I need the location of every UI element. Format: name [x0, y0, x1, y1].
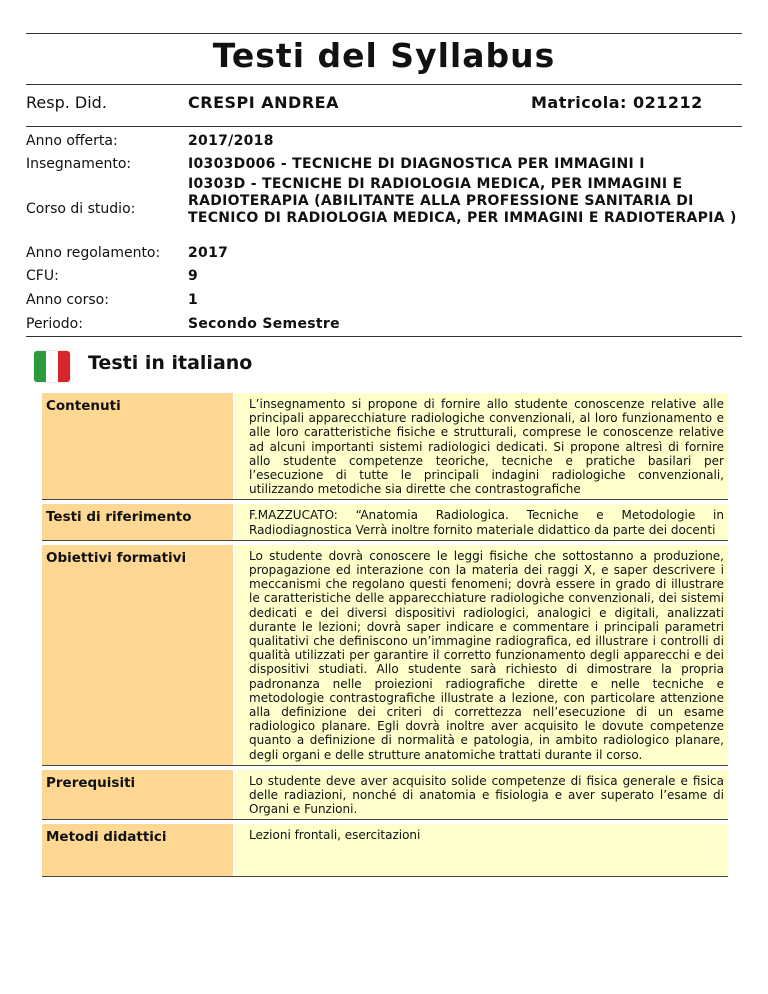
section-heading [34, 349, 634, 383]
row-label: Testi di riferimento [42, 504, 233, 539]
insegnamento-value: I0303D006 - TECNICHE DI DIAGNOSTICA PER IMMAGINI I [188, 156, 645, 172]
row-text: Lo studente deve aver acquisito solide competenze di fisica generale e fisica delle radiazioni, nonché di anatomia e fisiologia e aver superato l’esame di Organi e Funzioni. [235, 770, 728, 820]
resp-label: Resp. Did. [26, 93, 107, 112]
corso-label: Corso di studio: [26, 201, 136, 217]
title-bottom-rule [26, 84, 742, 85]
row-label: Prerequisiti [42, 770, 233, 820]
anno-corso-label: Anno corso: [26, 292, 109, 308]
matricola: Matricola: 021212 [531, 93, 703, 112]
section-title: Testi in italiano [88, 352, 253, 374]
cfu-value: 9 [188, 268, 199, 284]
table-row-metodi [42, 824, 728, 877]
info-bottom-rule [26, 336, 742, 337]
row-text: L’insegnamento si propone di fornire allo studente conoscenze relative alle principali apparecchiature radiologiche convenzionali, al loro funzionamento e alle loro caratteristiche fisiche e strutturali, comprese le conoscenze relative ad alcuni importanti sistemi radiologici dedicati. Si propone altresì di fornire allo studente competenze teoriche, tecniche e pratiche basilari per l’esecuzione di tutte le principali indagini radiologiche convenzionali, utilizzando metodiche sia dirette che contrastografiche [235, 393, 728, 499]
corso-value: I0303D - TECNICHE DI RADIOLOGIA MEDICA, PER IMMAGINI E RADIOTERAPIA (ABILITANTE ALLA PROFESSIONE SANITARIA DI TECNICO DI RADIOLOGIA MEDICA, PER IMMAGINI E RADIOTERAPIA ) [188, 176, 737, 226]
anno-offerta-label: Anno offerta: [26, 133, 118, 149]
syllabus-table [42, 393, 728, 881]
anno-corso-value: 1 [188, 292, 199, 308]
cfu-label: CFU: [26, 268, 59, 284]
row-label: Contenuti [42, 393, 233, 499]
table-row-prerequisiti [42, 770, 728, 821]
flag-white-stripe [46, 351, 58, 382]
flag-red-stripe [58, 351, 70, 382]
row-text: Lezioni frontali, esercitazioni [235, 824, 728, 876]
resp-name: CRESPI ANDREA [188, 93, 339, 112]
anno-regolamento-label: Anno regolamento: [26, 245, 161, 261]
anno-offerta-value: 2017/2018 [188, 133, 274, 149]
row-label: Metodi didattici [42, 824, 233, 876]
periodo-value: Secondo Semestre [188, 316, 340, 332]
flag-green-stripe [34, 351, 46, 382]
italian-flag-icon [34, 351, 70, 382]
row-text: F.MAZZUCATO: “Anatomia Radiologica. Tecniche e Metodologie in Radiodiagnostica Verrà inoltre fornito materiale didattico da parte dei docenti [235, 504, 728, 539]
page-title: Testi del Syllabus [212, 36, 556, 75]
periodo-label: Periodo: [26, 316, 83, 332]
row-text: Lo studente dovrà conoscere le leggi fisiche che sottostanno a produzione, propagazione ed interazione con la materia dei raggi X, e saper descrivere i meccanismi che regolano questi fenomeni; dovrà essere in grado di illustrare le caratteristiche delle apparecchiature radiologiche convenzionali, dei sistemi dedicati e dei diversi dispositivi radiologici, analogici e digitali, analizzati durante le lezioni; dovrà saper indicare e commentare i principali parametri qualitativi che definiscono un’immagine radiografica, ed illustrare i controlli di qualità utilizzati per garantire il corretto funzionamento degli apparecchi e dei dispositivi studiati. Allo studente sarà richiesto di dimostrare la propria padronanza nelle proiezioni radiografiche dirette e nelle tecniche e metodologie contrastografiche illustrate a lezione, con particolare attenzione alla definizione dei criteri di correttezza nell’esecuzione di un esame radiologico planare. Egli dovrà inoltre aver acquisito le dovute competenze quanto a definizione di normalità e patologia, in ambito radiologico planare, degli organi e delle strutture anatomiche trattati durante il corso. [235, 545, 728, 765]
table-row-obiettivi [42, 545, 728, 766]
row-label: Obiettivi formativi [42, 545, 233, 765]
table-row-testi-riferimento [42, 504, 728, 540]
responsible-row [26, 93, 742, 115]
table-row-contenuti [42, 393, 728, 500]
insegnamento-label: Insegnamento: [26, 156, 132, 172]
resp-bottom-rule [26, 126, 742, 127]
anno-regolamento-value: 2017 [188, 245, 229, 261]
top-rule [26, 33, 742, 34]
